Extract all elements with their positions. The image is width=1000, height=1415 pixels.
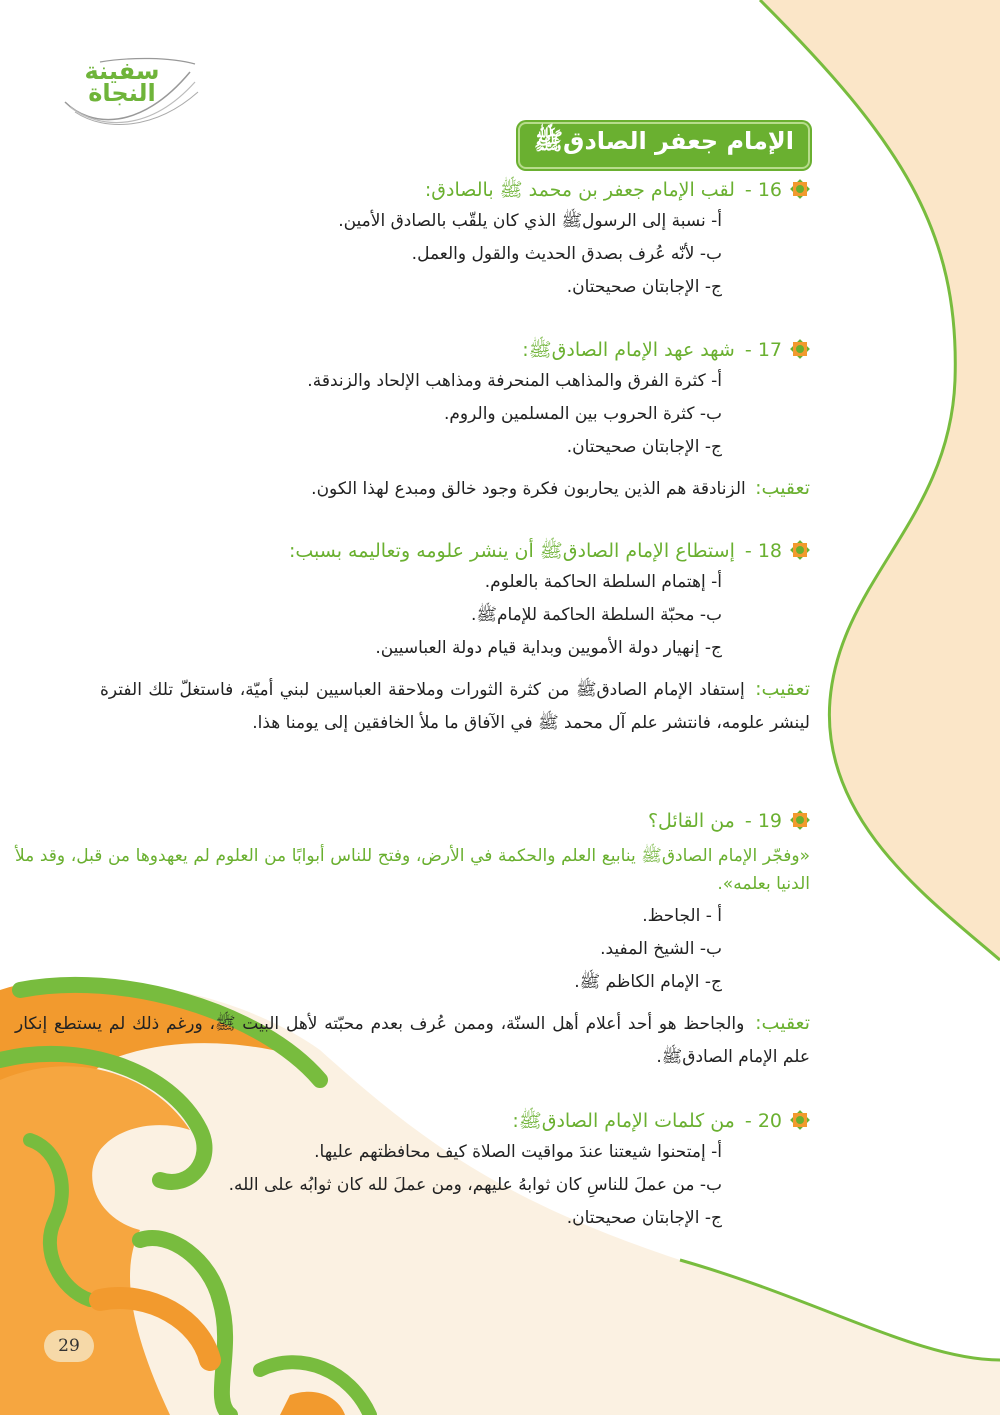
question-16 [100, 177, 810, 304]
option-c: ج- الإجابتان صحيحتان. [566, 1208, 722, 1228]
question-text: من القائل؟ [647, 810, 735, 832]
option-b: ب- لأنّه عُرف بصدق الحديث والقول والعمل. [411, 244, 722, 264]
question-number: 20 - [744, 1110, 782, 1132]
question-text: لقب الإمام جعفر بن محمد ﷺ بالصادق: [424, 179, 735, 201]
question-number: 19 - [744, 810, 782, 832]
logo-word-2: النجاة [88, 79, 156, 107]
options-list [100, 566, 722, 665]
comment-label: تعقيب: [755, 477, 810, 499]
question-header [100, 177, 810, 203]
option-a: أ - الجاحظ. [642, 906, 722, 926]
question-text: إستطاع الإمام الصادقﷺ أن ينشر علومه وتعاليمه بسبب: [288, 540, 735, 562]
comment [15, 1007, 810, 1074]
question-19 [15, 808, 810, 1074]
question-number: 16 - [744, 179, 782, 201]
question-header [100, 538, 810, 564]
options-list [100, 205, 722, 304]
option-b: ب- كثرة الحروب بين المسلمين والروم. [444, 404, 722, 424]
option-c: ج- الإجابتان صحيحتان. [566, 437, 722, 457]
option-a: أ- كثرة الفرق والمذاهب المنحرفة ومذاهب الإلحاد والزندقة. [307, 371, 722, 391]
question-header [100, 1108, 810, 1134]
option-c: ج- إنهيار دولة الأمويين وبداية قيام دولة العباسيين. [375, 638, 722, 658]
option-a: أ- نسبة إلى الرسولﷺ الذي كان يلقّب بالصادق الأمين. [338, 211, 722, 231]
flower-icon [790, 540, 810, 560]
question-number: 17 - [744, 339, 782, 361]
logo-word-1: سفينة [84, 57, 160, 85]
options-list [100, 365, 722, 464]
option-c: ج- الإجابتان صحيحتان. [566, 277, 722, 297]
question-text: من كلمات الإمام الصادقﷺ: [512, 1110, 735, 1132]
question-20 [100, 1108, 810, 1235]
quote: «وفجّر الإمام الصادقﷺ ينابيع العلم والحكمة في الأرض، وفتح للناس أبوابًا من العلوم لم يعهدوها من قبل، وقد ملأ الدنيا بعلمه». [15, 846, 810, 894]
page-number: 29 [44, 1330, 94, 1362]
comment-text: والجاحظ هو أحد أعلام أهل السنّة، وممن عُرف بعدم محبّته لأهل البيت ﷺ، ورغم ذلك لم يستطع إنكار علم الإمام الصادقﷺ. [15, 1014, 810, 1067]
options-list [15, 900, 722, 999]
question-17 [100, 337, 810, 506]
comment-label: تعقيب: [755, 1012, 811, 1034]
question-18 [100, 538, 810, 740]
comment [100, 472, 810, 506]
comment [100, 673, 810, 740]
flower-icon [790, 1110, 810, 1130]
flower-icon [790, 179, 810, 199]
question-text: شهد عهد الإمام الصادقﷺ: [522, 339, 735, 361]
options-list [100, 1136, 722, 1235]
option-b: ب- من عملَ للناسِ كان ثوابهُ عليهم، ومن عملَ لله كان ثوابُه على الله. [228, 1175, 722, 1195]
question-header [15, 808, 810, 834]
option-c: ج- الإمام الكاظم ﷺ. [574, 972, 722, 992]
comment-text: الزنادقة هم الذين يحاربون فكرة وجود خالق ومبدع لهذا الكون. [311, 479, 746, 499]
question-header [100, 337, 810, 363]
option-b: ب- محبّة السلطة الحاكمة للإمامﷺ. [471, 605, 722, 625]
comment-label: تعقيب: [755, 678, 810, 700]
option-b: ب- الشيخ المفيد. [600, 939, 722, 959]
page-title: الإمام جعفر الصادقﷺ [518, 122, 810, 169]
option-a: أ- إهتمام السلطة الحاكمة بالعلوم. [484, 572, 722, 592]
logo [72, 57, 172, 107]
question-number: 18 - [744, 540, 782, 562]
flower-icon [790, 810, 810, 830]
option-a: أ- إمتحنوا شيعتنا عندَ مواقيت الصلاة كيف محافظتهم عليها. [314, 1142, 722, 1162]
comment-text: إستفاد الإمام الصادقﷺ من كثرة الثورات وملاحقة العباسيين لبني أميّة، فاستغلّ تلك الفترة لينشر علومه، فانتشر علم آل محمد ﷺ في الآفاق ما ملأ الخافقين إلى يومنا هذا. [100, 680, 810, 733]
flower-icon [790, 339, 810, 359]
